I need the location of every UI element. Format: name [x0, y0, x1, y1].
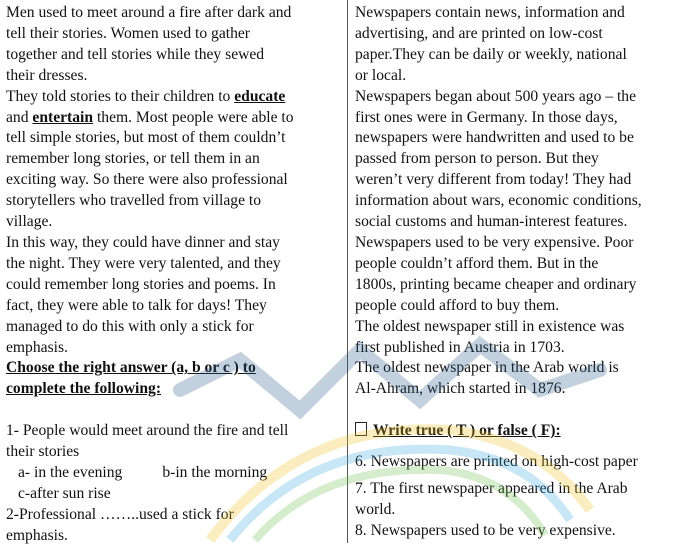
text-fragment: them. Most people were able to: [93, 108, 294, 126]
answer-options-row: [6, 463, 342, 484]
text-line: remember long stories, or tell them in an: [6, 150, 260, 168]
news-paragraph-1: [355, 3, 693, 87]
text-line: together and tell stories while they sewed: [6, 45, 265, 63]
heading-text: Write true ( T ) or false ( F):: [373, 422, 561, 440]
option-c[interactable]: c-after sun rise: [18, 484, 111, 502]
left-column: [6, 3, 342, 547]
text-line: The oldest newspaper still in existence was: [355, 317, 625, 335]
text-line: first ones were in Germany. In those days,: [355, 108, 618, 126]
checkbox-icon: [355, 422, 367, 436]
spacer: [6, 400, 342, 421]
column-divider: [347, 0, 348, 543]
statement-line: world.: [355, 500, 396, 518]
text-line: tell their stories. Women used to gather: [6, 24, 251, 42]
option-b[interactable]: b-in the morning: [162, 464, 268, 482]
text-line: Newspapers contain news, information and: [355, 4, 625, 21]
text-line: Newspapers began about 500 years ago – the: [355, 87, 637, 105]
text-line: newspapers were handwritten and used to be: [355, 129, 634, 147]
choose-instruction: [6, 358, 342, 400]
statement-8: 8. Newspapers used to be very expensive.: [355, 521, 616, 539]
news-paragraph-2: [355, 87, 693, 401]
text-line: 1800s, printing became cheaper and ordinary: [355, 275, 637, 293]
text-fragment: They told stories to their children to: [6, 87, 235, 105]
story-paragraph-1: [6, 3, 342, 87]
statement-6: 6. Newspapers are printed on high-cost paper: [355, 453, 638, 471]
true-false-heading: [355, 421, 693, 442]
question-line: 1- People would meet around the fire and tell: [6, 422, 289, 440]
text-line: paper.They can be daily or weekly, national: [355, 45, 627, 63]
text-line: information about wars, economic conditions,: [355, 192, 642, 210]
text-line: storytellers who travelled from village to: [6, 192, 262, 210]
text-fragment: and: [6, 108, 33, 126]
question-line: emphasis.: [6, 526, 68, 544]
spacer: [355, 442, 693, 452]
text-line: social customs and human-interest features.: [355, 213, 628, 231]
text-line: could remember long stories and poems. In: [6, 275, 276, 293]
spacer: [355, 400, 693, 421]
keyword-entertain: entertain: [32, 108, 94, 126]
text-line: Al-Ahram, which started in 1876.: [355, 380, 566, 398]
option-a[interactable]: a- in the evening: [18, 464, 123, 482]
text-line: fact, they were able to talk for days! They: [6, 296, 267, 314]
text-line: first published in Austria in 1703.: [355, 338, 565, 356]
instruction-line: complete the following:: [6, 380, 162, 398]
text-line: advertising, and are printed on low-cost: [355, 24, 603, 42]
text-line: Newspapers used to be very expensive. Poor: [355, 233, 634, 251]
text-line: emphasis.: [6, 338, 68, 356]
text-line: managed to do this with only a stick for: [6, 317, 254, 335]
text-line: their dresses.: [6, 66, 88, 84]
statement-line: 7. The first newspaper appeared in the Arab: [355, 480, 628, 498]
right-column: [355, 3, 693, 542]
statement-7: [355, 479, 693, 521]
text-line: passed from person to person. But they: [355, 150, 599, 168]
text-line: In this way, they could have dinner and stay: [6, 233, 280, 251]
question-line: their stories: [6, 443, 80, 461]
story-paragraph-3: [6, 233, 342, 358]
text-line: the night. They were very talented, and they: [6, 254, 281, 272]
question-2: [6, 505, 342, 547]
text-line: [6, 87, 342, 108]
question-1: [6, 421, 342, 505]
text-line: tell simple stories, but most of them couldn’t: [6, 129, 286, 147]
text-line: people couldn’t afford them. But in the: [355, 254, 599, 272]
keyword-educate: educate: [234, 87, 286, 105]
text-line: village.: [6, 213, 53, 231]
text-line: [6, 108, 342, 129]
text-line: Men used to meet around a fire after dark and: [6, 4, 292, 21]
text-line: people could afford to buy them.: [355, 296, 560, 314]
text-line: The oldest newspaper in the Arab world is: [355, 359, 619, 377]
text-line: exciting way. So there were also professional: [6, 171, 288, 189]
text-line: weren’t very different from today! They had: [355, 171, 632, 189]
text-line: or local.: [355, 66, 407, 84]
instruction-line: Choose the right answer (a, b or c ) to: [6, 359, 256, 377]
story-paragraph-2: [6, 87, 342, 233]
question-line: 2-Professional ……..used a stick for: [6, 505, 234, 523]
